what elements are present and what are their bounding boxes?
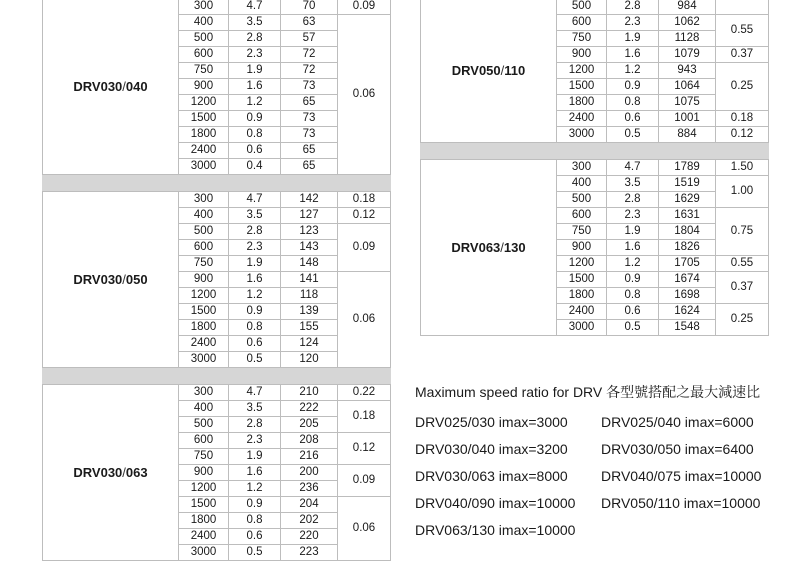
torque-cell: 1.9 <box>229 256 281 272</box>
torque-cell: 0.5 <box>229 545 281 561</box>
torque-cell: 1.9 <box>229 449 281 465</box>
torque-cell: 0.9 <box>607 79 659 95</box>
table-row <box>421 0 769 15</box>
output-cell: 72 <box>281 47 338 63</box>
torque-cell: 1.6 <box>229 272 281 288</box>
max-speed-ratio-title: Maximum speed ratio for DRV 各型號搭配之最大減速比 <box>415 384 761 400</box>
output-cell: 70 <box>281 0 338 15</box>
speed-cell: 750 <box>179 256 229 272</box>
torque-cell: 0.6 <box>229 143 281 159</box>
torque-cell: 0.8 <box>229 127 281 143</box>
torque-cell: 0.6 <box>229 336 281 352</box>
torque-cell: 0.8 <box>229 320 281 336</box>
output-cell: 73 <box>281 127 338 143</box>
torque-cell: 2.8 <box>229 224 281 240</box>
output-cell: 984 <box>659 0 716 15</box>
torque-cell: 0.9 <box>229 497 281 513</box>
output-cell: 1001 <box>659 111 716 127</box>
speed-cell: 600 <box>557 15 607 31</box>
output-cell: 1698 <box>659 288 716 304</box>
output-cell: 1128 <box>659 31 716 47</box>
torque-cell: 1.2 <box>607 63 659 79</box>
speed-cell: 1500 <box>179 304 229 320</box>
output-cell: 142 <box>281 192 338 208</box>
group-separator <box>43 368 391 385</box>
output-cell: 124 <box>281 336 338 352</box>
output-cell: 1079 <box>659 47 716 63</box>
model-name: DRV050 <box>451 63 501 78</box>
torque-cell: 0.6 <box>607 304 659 320</box>
power-cell: 0.75 <box>716 208 769 256</box>
power-cell: 0.06 <box>338 497 391 561</box>
output-cell: 155 <box>281 320 338 336</box>
speed-cell: 750 <box>179 449 229 465</box>
torque-cell: 1.6 <box>607 47 659 63</box>
speed-cell: 300 <box>179 192 229 208</box>
power-cell: 0.55 <box>716 15 769 47</box>
model-label: DRV063/130 <box>421 160 557 336</box>
speed-cell: 300 <box>179 0 229 15</box>
power-cell: 0.12 <box>338 433 391 465</box>
left-ratio-table <box>42 0 391 561</box>
torque-cell: 3.5 <box>229 15 281 31</box>
imax-entry: DRV030/063 imax=8000 <box>415 468 568 484</box>
power-cell: 1.50 <box>716 160 769 176</box>
torque-cell: 2.8 <box>229 31 281 47</box>
output-cell: 148 <box>281 256 338 272</box>
speed-cell: 500 <box>557 192 607 208</box>
table-row <box>43 0 391 15</box>
model-size: 050 <box>125 272 148 287</box>
torque-cell: 0.9 <box>229 111 281 127</box>
output-cell: 1826 <box>659 240 716 256</box>
output-cell: 223 <box>281 545 338 561</box>
model-size: 040 <box>125 79 148 94</box>
speed-cell: 400 <box>557 176 607 192</box>
speed-cell: 1500 <box>179 497 229 513</box>
model-label: DRV030/040 <box>43 0 179 175</box>
speed-cell: 3000 <box>557 127 607 143</box>
power-cell: 1.00 <box>716 176 769 208</box>
speed-cell: 2400 <box>557 304 607 320</box>
torque-cell: 2.8 <box>607 192 659 208</box>
power-cell: 0.12 <box>716 127 769 143</box>
output-cell: 222 <box>281 401 338 417</box>
speed-cell: 1200 <box>179 481 229 497</box>
power-cell: 0.25 <box>716 63 769 111</box>
imax-entry: DRV040/090 imax=10000 <box>415 495 576 511</box>
output-cell: 1075 <box>659 95 716 111</box>
torque-cell: 0.4 <box>229 159 281 175</box>
torque-cell: 0.6 <box>607 111 659 127</box>
output-cell: 1631 <box>659 208 716 224</box>
output-cell: 118 <box>281 288 338 304</box>
torque-cell: 0.8 <box>607 288 659 304</box>
speed-cell: 400 <box>179 208 229 224</box>
torque-cell: 1.9 <box>229 63 281 79</box>
torque-cell: 0.6 <box>229 529 281 545</box>
speed-cell: 1800 <box>179 127 229 143</box>
torque-cell: 4.7 <box>229 385 281 401</box>
power-cell: 0.37 <box>716 272 769 304</box>
speed-cell: 1500 <box>557 272 607 288</box>
output-cell: 65 <box>281 95 338 111</box>
speed-cell: 900 <box>557 47 607 63</box>
speed-cell: 500 <box>179 417 229 433</box>
right-ratio-table <box>420 0 769 336</box>
speed-cell: 3000 <box>179 352 229 368</box>
torque-cell: 0.5 <box>607 320 659 336</box>
model-name: DRV030 <box>73 272 123 287</box>
torque-cell: 3.5 <box>229 401 281 417</box>
speed-cell: 750 <box>179 63 229 79</box>
speed-cell: 2400 <box>179 143 229 159</box>
torque-cell: 0.8 <box>229 513 281 529</box>
speed-cell: 1200 <box>179 95 229 111</box>
speed-cell: 600 <box>179 240 229 256</box>
output-cell: 205 <box>281 417 338 433</box>
speed-cell: 1800 <box>557 288 607 304</box>
imax-entry: DRV025/040 imax=6000 <box>601 414 754 430</box>
power-cell: 0.12 <box>338 208 391 224</box>
torque-cell: 4.7 <box>229 0 281 15</box>
power-cell: 0.25 <box>716 304 769 336</box>
speed-cell: 600 <box>179 47 229 63</box>
speed-cell: 3000 <box>179 545 229 561</box>
power-cell: 0.09 <box>338 465 391 497</box>
output-cell: 216 <box>281 449 338 465</box>
speed-cell: 2400 <box>557 111 607 127</box>
output-cell: 1548 <box>659 320 716 336</box>
output-cell: 1705 <box>659 256 716 272</box>
imax-entry: DRV040/075 imax=10000 <box>601 468 762 484</box>
torque-cell: 4.7 <box>607 160 659 176</box>
speed-cell: 1500 <box>179 111 229 127</box>
output-cell: 1064 <box>659 79 716 95</box>
table-row <box>421 160 769 176</box>
power-cell: 0.18 <box>338 192 391 208</box>
power-cell: 0.06 <box>338 15 391 175</box>
output-cell: 120 <box>281 352 338 368</box>
power-cell: 0.18 <box>338 401 391 433</box>
imax-entry: DRV025/030 imax=3000 <box>415 414 568 430</box>
speed-cell: 400 <box>179 15 229 31</box>
torque-cell: 1.2 <box>229 288 281 304</box>
power-cell: 0.09 <box>338 0 391 15</box>
speed-cell: 1200 <box>557 256 607 272</box>
output-cell: 1519 <box>659 176 716 192</box>
model-label: DRV050/110 <box>421 0 557 143</box>
speed-cell: 3000 <box>179 159 229 175</box>
speed-cell: 1800 <box>557 95 607 111</box>
output-cell: 884 <box>659 127 716 143</box>
output-cell: 141 <box>281 272 338 288</box>
torque-cell: 1.2 <box>229 481 281 497</box>
speed-cell: 1200 <box>179 288 229 304</box>
torque-cell: 1.9 <box>607 31 659 47</box>
output-cell: 1062 <box>659 15 716 31</box>
speed-cell: 750 <box>557 31 607 47</box>
output-cell: 943 <box>659 63 716 79</box>
output-cell: 123 <box>281 224 338 240</box>
torque-cell: 2.3 <box>229 240 281 256</box>
torque-cell: 2.3 <box>229 433 281 449</box>
power-cell: 0.22 <box>338 385 391 401</box>
model-size: 063 <box>125 465 148 480</box>
model-name: DRV030 <box>73 79 123 94</box>
output-cell: 204 <box>281 497 338 513</box>
power-cell: 0.18 <box>716 111 769 127</box>
torque-cell: 1.6 <box>229 79 281 95</box>
torque-cell: 0.5 <box>229 352 281 368</box>
table-row <box>43 192 391 208</box>
output-cell: 63 <box>281 15 338 31</box>
speed-cell: 500 <box>179 31 229 47</box>
output-cell: 73 <box>281 111 338 127</box>
speed-cell: 3000 <box>557 320 607 336</box>
output-cell: 73 <box>281 79 338 95</box>
power-cell <box>716 0 769 15</box>
model-size: 130 <box>503 240 526 255</box>
imax-entry: DRV063/130 imax=10000 <box>415 522 576 538</box>
model-size: 110 <box>504 63 526 78</box>
output-cell: 139 <box>281 304 338 320</box>
torque-cell: 3.5 <box>607 176 659 192</box>
speed-cell: 600 <box>179 433 229 449</box>
speed-cell: 2400 <box>179 529 229 545</box>
power-cell: 0.09 <box>338 224 391 272</box>
torque-cell: 0.9 <box>607 272 659 288</box>
speed-cell: 900 <box>179 79 229 95</box>
group-separator <box>421 143 769 160</box>
output-cell: 1789 <box>659 160 716 176</box>
imax-entry: DRV030/040 imax=3200 <box>415 441 568 457</box>
speed-cell: 400 <box>179 401 229 417</box>
speed-cell: 1800 <box>179 320 229 336</box>
output-cell: 210 <box>281 385 338 401</box>
torque-cell: 2.3 <box>229 47 281 63</box>
speed-cell: 600 <box>557 208 607 224</box>
speed-cell: 900 <box>179 272 229 288</box>
torque-cell: 1.2 <box>229 95 281 111</box>
output-cell: 1804 <box>659 224 716 240</box>
speed-cell: 300 <box>557 160 607 176</box>
speed-cell: 500 <box>179 224 229 240</box>
power-cell: 0.06 <box>338 272 391 368</box>
output-cell: 143 <box>281 240 338 256</box>
output-cell: 72 <box>281 63 338 79</box>
model-label: DRV030/050 <box>43 192 179 368</box>
speed-cell: 300 <box>179 385 229 401</box>
torque-cell: 1.9 <box>607 224 659 240</box>
output-cell: 208 <box>281 433 338 449</box>
output-cell: 220 <box>281 529 338 545</box>
output-cell: 200 <box>281 465 338 481</box>
power-cell: 0.37 <box>716 47 769 63</box>
torque-cell: 1.2 <box>607 256 659 272</box>
speed-cell: 2400 <box>179 336 229 352</box>
speed-cell: 900 <box>179 465 229 481</box>
output-cell: 202 <box>281 513 338 529</box>
output-cell: 1624 <box>659 304 716 320</box>
model-label: DRV030/063 <box>43 385 179 561</box>
output-cell: 1629 <box>659 192 716 208</box>
group-separator <box>43 175 391 192</box>
torque-cell: 2.3 <box>607 15 659 31</box>
table-row <box>43 385 391 401</box>
output-cell: 127 <box>281 208 338 224</box>
speed-cell: 1500 <box>557 79 607 95</box>
power-cell: 0.55 <box>716 256 769 272</box>
torque-cell: 4.7 <box>229 192 281 208</box>
model-name: DRV030 <box>73 465 123 480</box>
output-cell: 57 <box>281 31 338 47</box>
torque-cell: 2.8 <box>229 417 281 433</box>
torque-cell: 0.5 <box>607 127 659 143</box>
torque-cell: 2.8 <box>607 0 659 15</box>
speed-cell: 1800 <box>179 513 229 529</box>
speed-cell: 750 <box>557 224 607 240</box>
speed-cell: 1200 <box>557 63 607 79</box>
torque-cell: 1.6 <box>229 465 281 481</box>
torque-cell: 3.5 <box>229 208 281 224</box>
speed-cell: 500 <box>557 0 607 15</box>
output-cell: 65 <box>281 159 338 175</box>
model-name: DRV063 <box>451 240 501 255</box>
output-cell: 236 <box>281 481 338 497</box>
output-cell: 65 <box>281 143 338 159</box>
imax-entry: DRV050/110 imax=10000 <box>601 495 761 511</box>
imax-entry: DRV030/050 imax=6400 <box>601 441 754 457</box>
torque-cell: 1.6 <box>607 240 659 256</box>
speed-cell: 900 <box>557 240 607 256</box>
torque-cell: 2.3 <box>607 208 659 224</box>
torque-cell: 0.9 <box>229 304 281 320</box>
output-cell: 1674 <box>659 272 716 288</box>
torque-cell: 0.8 <box>607 95 659 111</box>
